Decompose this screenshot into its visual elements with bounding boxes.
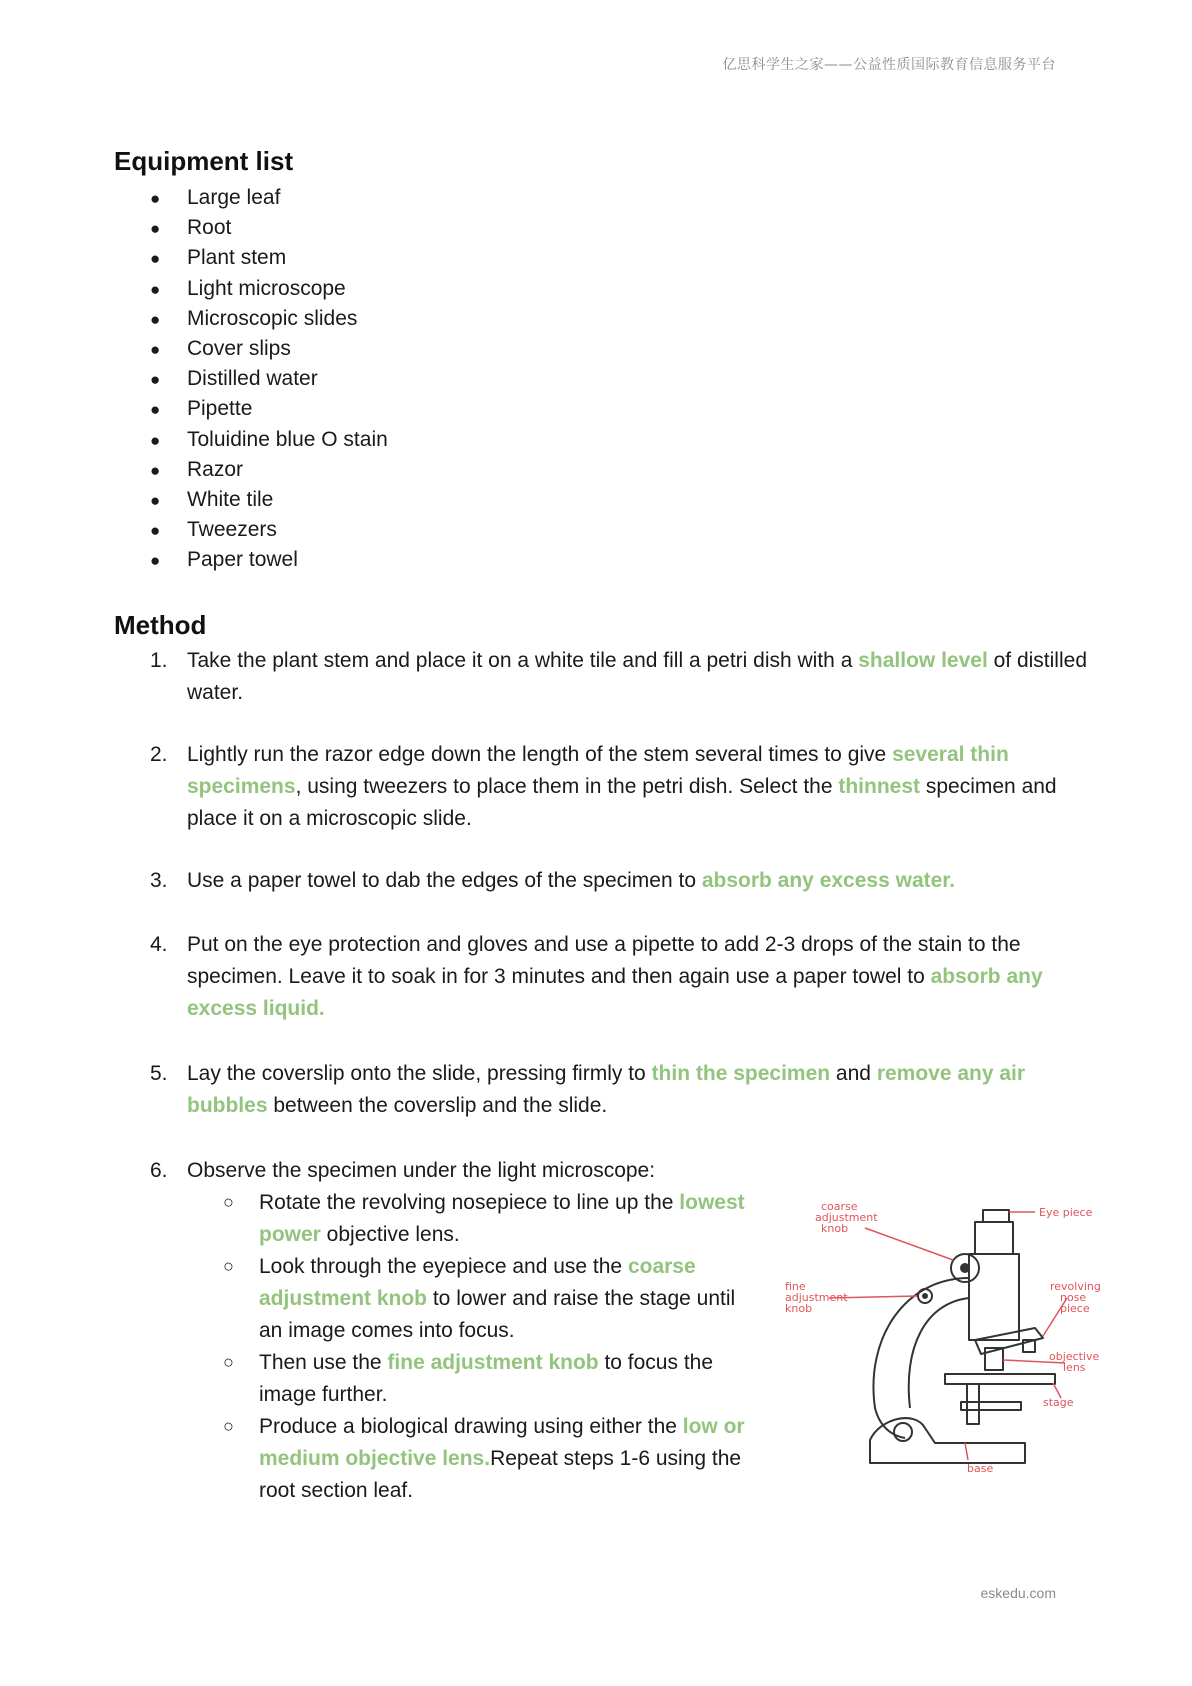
method-step xyxy=(150,645,1090,709)
step-number: 1. xyxy=(150,649,168,672)
equipment-item-label: Pipette xyxy=(187,397,253,421)
step-text: specimen and place it on a microscopic slide. xyxy=(187,775,1057,830)
arm-inner xyxy=(909,1298,969,1408)
step-number: 2. xyxy=(150,743,168,766)
step-text: Lightly run the razor edge down the length of the stem several times to give xyxy=(187,743,893,766)
substep-highlight: lowest power xyxy=(259,1191,745,1246)
equipment-item-label: Light microscope xyxy=(187,276,346,300)
equipment-item-label: White tile xyxy=(187,487,274,511)
microscope-diagram xyxy=(785,1188,1115,1478)
method-heading: Method xyxy=(114,610,207,640)
bullet-icon: ● xyxy=(150,430,161,450)
substep-text: Produce a biological drawing using either the xyxy=(259,1415,683,1438)
step-text: and xyxy=(830,1062,877,1085)
bullet-icon: ● xyxy=(150,490,161,510)
substep-highlight: low or medium objective lens. xyxy=(259,1415,745,1470)
step-text: , using tweezers to place them in the petri dish. Select the xyxy=(295,775,839,798)
method-step xyxy=(150,739,1090,835)
stage-label: stage xyxy=(1043,1396,1074,1409)
revolving-label: nose xyxy=(1060,1291,1087,1304)
bullet-icon: ● xyxy=(150,339,161,359)
microscope-substeps xyxy=(223,1187,759,1507)
substep-highlight: coarse adjustment knob xyxy=(259,1255,696,1310)
step-text: of distilled water. xyxy=(187,649,1087,704)
bullet-icon: ● xyxy=(150,249,161,269)
objective-label: lens xyxy=(1063,1361,1086,1374)
step-highlight: absorb any excess water. xyxy=(701,869,956,892)
substep-text: Repeat steps 1-6 using the root section leaf. xyxy=(259,1447,742,1502)
equipment-item-label: Razor xyxy=(187,457,244,481)
bullet-icon: ● xyxy=(150,219,161,239)
revolving-label: piece xyxy=(1060,1302,1090,1315)
substep-text: to lower and raise the stage until an image comes into focus. xyxy=(259,1287,736,1342)
equipment-heading: Equipment list xyxy=(114,146,294,176)
step-number: 5. xyxy=(150,1062,168,1085)
bullet-icon: ● xyxy=(150,309,161,329)
bullet-icon: ● xyxy=(150,460,161,480)
equipment-item-label: Toluidine blue O stain xyxy=(187,427,388,451)
eyepiece-tube xyxy=(975,1222,1013,1254)
step-text: Take the plant stem and place it on a white tile and fill a petri dish with a xyxy=(187,649,859,672)
base-label: base xyxy=(967,1462,994,1475)
equipment-item xyxy=(150,243,388,273)
eyepiece-cap xyxy=(983,1210,1009,1222)
step-highlight: thin the specimen xyxy=(651,1062,831,1085)
equipment-item xyxy=(150,425,388,455)
equipment-item xyxy=(150,455,388,485)
equipment-item-label: Tweezers xyxy=(187,518,277,542)
step-highlight: remove any air bubbles xyxy=(187,1062,1026,1117)
substep xyxy=(223,1251,759,1347)
equipment-item xyxy=(150,274,388,304)
body-tube xyxy=(969,1254,1019,1340)
base xyxy=(870,1418,1025,1463)
page-header: 亿思科学生之家——公益性质国际教育信息服务平台 xyxy=(722,57,1056,73)
step-text: Put on the eye protection and gloves and use a pipette to add 2-3 drops of the stain to the specimen. Leave it to soak in for 3 minutes and then again use a paper towel to xyxy=(187,933,1021,988)
substep-highlight: fine adjustment knob xyxy=(387,1351,599,1374)
equipment-item-label: Microscopic slides xyxy=(187,306,358,330)
substep-text: Rotate the revolving nosepiece to line up the xyxy=(259,1191,680,1214)
bullet-icon: ● xyxy=(150,189,161,208)
equipment-item xyxy=(150,485,388,515)
equipment-item xyxy=(150,183,388,213)
step-number: 6. xyxy=(150,1159,168,1182)
coarse-label: adjustment xyxy=(815,1211,878,1224)
substep xyxy=(223,1187,759,1251)
equipment-item xyxy=(150,364,388,394)
circle-bullet-icon: ○ xyxy=(223,1256,234,1276)
step-number: 4. xyxy=(150,933,168,956)
equipment-item xyxy=(150,394,388,424)
step-text: Observe the specimen under the light microscope: xyxy=(187,1159,656,1182)
step-text: between the coverslip and the slide. xyxy=(267,1094,608,1117)
method-step xyxy=(150,865,1090,897)
equipment-item-label: Large leaf xyxy=(187,186,281,209)
equipment-item xyxy=(150,213,388,243)
bullet-icon: ● xyxy=(150,551,161,571)
step-number: 3. xyxy=(150,869,168,892)
circle-bullet-icon: ○ xyxy=(223,1416,234,1436)
equipment-item-label: Cover slips xyxy=(187,336,291,360)
equipment-item xyxy=(150,334,388,364)
step-highlight: absorb any excess liquid. xyxy=(187,965,1043,1020)
substep-text: to focus the image further. xyxy=(259,1351,714,1406)
equipment-item xyxy=(150,545,388,575)
fine-label: knob xyxy=(785,1302,813,1315)
bullet-icon: ● xyxy=(150,279,161,299)
page-footer: eskedu.com xyxy=(980,1585,1056,1601)
substep-text: Look through the eyepiece and use the xyxy=(259,1255,628,1278)
coarse-label: coarse xyxy=(821,1200,858,1213)
fine-label: fine xyxy=(785,1280,806,1293)
equipment-item-label: Root xyxy=(187,216,232,240)
fine-label: adjustment xyxy=(785,1291,848,1304)
stage xyxy=(945,1374,1055,1384)
circle-bullet-icon: ○ xyxy=(223,1192,234,1212)
step-highlight: several thin specimens xyxy=(187,743,1009,798)
objective-label: objective xyxy=(1049,1350,1100,1363)
method-step xyxy=(150,1058,1090,1122)
revolving-label: revolving xyxy=(1050,1280,1101,1293)
equipment-item-label: Paper towel xyxy=(187,548,298,572)
coarse-label: knob xyxy=(821,1222,849,1235)
method-step xyxy=(150,929,1090,1025)
substep xyxy=(223,1347,759,1411)
circle-bullet-icon: ○ xyxy=(223,1352,234,1372)
equipment-item-label: Plant stem xyxy=(187,246,287,270)
substep-text: objective lens. xyxy=(320,1223,460,1246)
step-highlight: thinnest xyxy=(838,775,921,798)
step-text: Use a paper towel to dab the edges of the specimen to xyxy=(187,869,702,892)
equipment-item xyxy=(150,515,388,545)
equipment-list xyxy=(150,183,388,575)
bullet-icon: ● xyxy=(150,521,161,541)
equipment-item-label: Distilled water xyxy=(187,367,318,391)
step-text: Lay the coverslip onto the slide, pressing firmly to xyxy=(187,1062,652,1085)
substep xyxy=(223,1411,759,1507)
bullet-icon: ● xyxy=(150,370,161,390)
substep-text: Then use the xyxy=(259,1351,388,1374)
eye-piece-label: Eye piece xyxy=(1039,1206,1093,1219)
equipment-item xyxy=(150,304,388,334)
bullet-icon: ● xyxy=(150,400,161,420)
step-highlight: shallow level xyxy=(858,649,988,672)
